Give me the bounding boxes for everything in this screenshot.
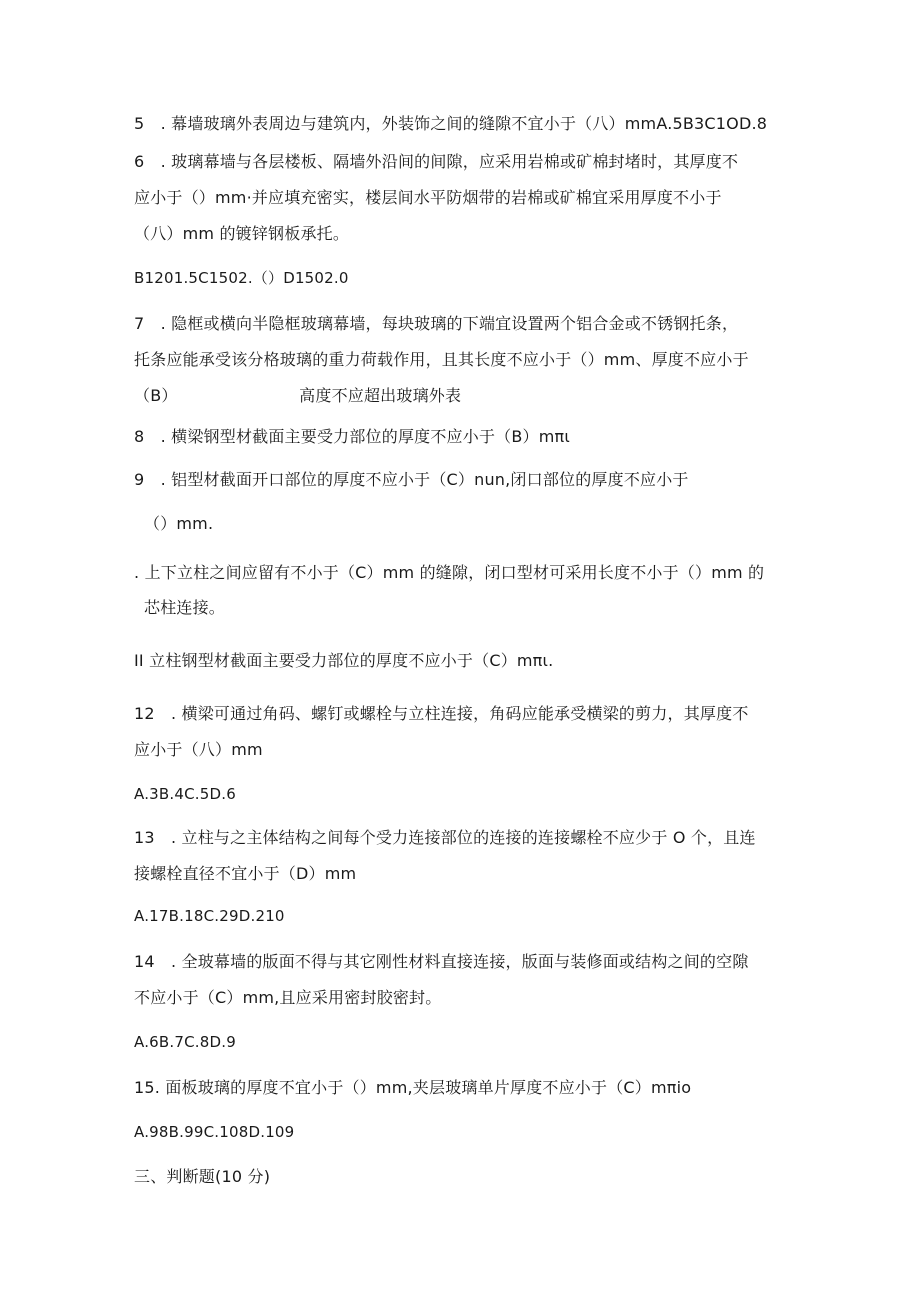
question-11: II 立柱钢型材截面主要受力部位的厚度不应小于（C）mπι. — [134, 651, 554, 670]
question-6-line-3: （八）mm 的镀锌钢板承托。 — [134, 224, 350, 243]
question-7-line-3: （B） 高度不应超出玻璃外表 — [134, 386, 462, 405]
question-14-line-1: 14 . 全玻幕墙的版面不得与其它刚性材料直接连接，版面与装修面或结构之间的空隙 — [134, 952, 749, 971]
question-8: 8 . 横梁钢型材截面主要受力部位的厚度不应小于（B）mπι — [134, 427, 570, 446]
question-10-line-1: . 上下立柱之间应留有不小于（C）mm 的缝隙，闭口型材可采用长度不小于（）mm 的 — [134, 563, 765, 582]
question-15-options: A.98B.99C.108D.109 — [134, 1123, 295, 1141]
question-15: 15. 面板玻璃的厚度不宜小于（）mm,夹层玻璃单片厚度不应小于（C）mπio — [134, 1078, 692, 1097]
question-6-line-1: 6 . 玻璃幕墙与各层楼板、隔墙外沿间的间隙，应采用岩棉或矿棉封堵时，其厚度不 — [134, 152, 739, 171]
question-14-options: A.6B.7C.8D.9 — [134, 1033, 236, 1051]
question-10-line-2: 芯柱连接。 — [144, 598, 226, 617]
question-14-line-2: 不应小于（C）mm,且应采用密封胶密封。 — [134, 988, 442, 1007]
question-9-line-2: （）mm. — [144, 514, 214, 533]
question-9-line-1: 9 . 铝型材截面开口部位的厚度不应小于（C）nun,闭口部位的厚度不应小于 — [134, 470, 689, 489]
question-7-line-2: 托条应能承受该分格玻璃的重力荷载作用，且其长度不应小于（）mm、厚度不应小于 — [134, 350, 749, 369]
question-12-line-1: 12 . 横梁可通过角码、螺钉或螺栓与立柱连接，角码应能承受横梁的剪力，其厚度不 — [134, 704, 749, 723]
question-13-options: A.17B.18C.29D.210 — [134, 907, 285, 925]
section-heading-true-false: 三、判断题(10 分) — [134, 1167, 271, 1186]
question-7-line-1: 7 . 隐框或横向半隐框玻璃幕墙，每块玻璃的下端宜设置两个铝合金或不锈钢托条， — [134, 314, 739, 333]
question-12-options: A.3B.4C.5D.6 — [134, 785, 236, 803]
question-12-line-2: 应小于（八）mm — [134, 740, 263, 759]
question-6-line-2: 应小于（）mm·并应填充密实，楼层间水平防烟带的岩棉或矿棉宜采用厚度不小于 — [134, 188, 722, 207]
question-13-line-1: 13 . 立柱与之主体结构之间每个受力连接部位的连接的连接螺栓不应少于 O 个，且连 — [134, 828, 756, 847]
question-13-line-2: 接螺栓直径不宜小于（D）mm — [134, 864, 357, 883]
question-6-options: B1201.5C1502.（）D1502.0 — [134, 269, 349, 287]
question-5: 5 . 幕墙玻璃外表周边与建筑内，外装饰之间的缝隙不宜小于（八）mmA.5B3C1OD.8 — [134, 114, 768, 133]
